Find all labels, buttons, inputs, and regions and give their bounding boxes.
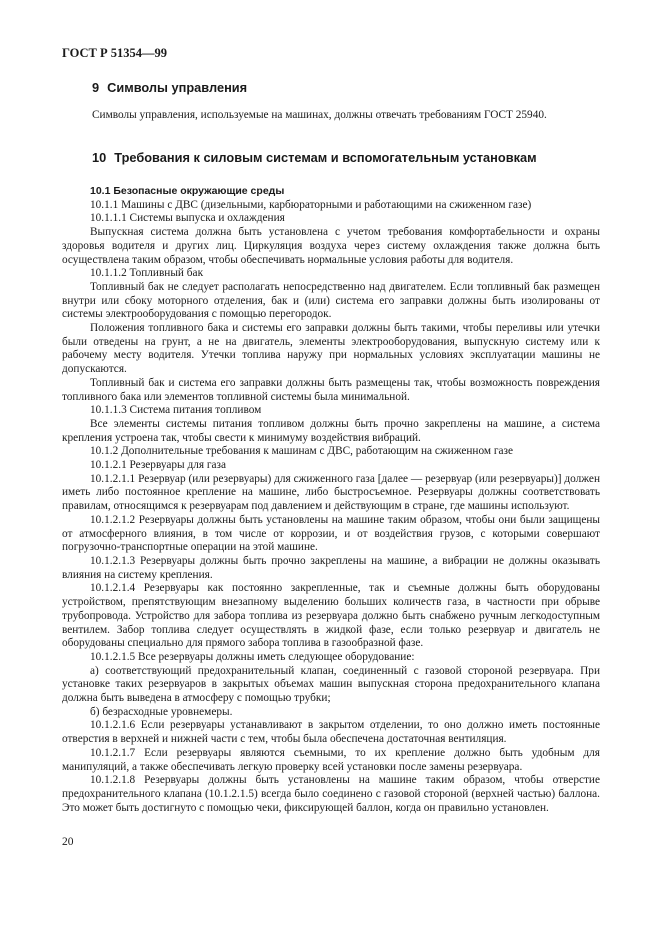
paragraph: 10.1.1.2 Топливный бак [90, 267, 204, 280]
section-10-body [62, 185, 600, 815]
section-10-heading [92, 150, 537, 165]
paragraph: 10.1.2.1.5 Все резервуары должны иметь следующее оборудование: [90, 650, 415, 663]
paragraph: Топливный бак не следует располагать непосредственно над двигателем. Если топливный бак размещен внутри или сбоку моторного отделения, бак и (или) система его заправки должны быть изолированы от системы электрооборудования с помощью перегородок. [62, 280, 600, 321]
paragraph: 10.1.2.1.7 Если резервуары являются съемными, то их крепление должно быть удобным для манипуляций, а также обеспечивать легкую проверку всей установки после замены резервуара. [62, 746, 600, 773]
paragraph: Топливный бак и система его заправки должны быть размещены так, чтобы возможность повреждения топливного бака или элементов топливной системы была минимальной. [62, 376, 600, 403]
paragraph: 10.1.2.1.3 Резервуары должны быть прочно закреплены на машине, а вибрации не должны оказывать влияния на систему крепления. [62, 554, 600, 581]
section-9-heading [92, 80, 247, 95]
paragraph: Все элементы системы питания топливом должны быть прочно закреплены на машине, а система крепления устроена так, чтобы свести к минимуму воздействия вибраций. [62, 417, 600, 444]
standard-header: ГОСТ Р 51354—99 [62, 46, 168, 60]
subsection-heading: 10.1 Безопасные окружающие среды [90, 185, 285, 197]
section-9-title: Символы управления [107, 80, 248, 95]
section-9-number: 9 [92, 80, 100, 95]
page-number: 20 [62, 836, 74, 848]
paragraph: 10.1.1.1 Системы выпуска и охлаждения [90, 212, 285, 225]
paragraph: Выпускная система должна быть установлена с учетом требования комфортабельности и охраны здоровья водителя и других лиц. Циркуляция воздуха через систему охлаждения также должна быть осуществлена таким образом, чтобы обеспечивать нормальные условия работы для водителя. [62, 226, 600, 266]
section-10-number: 10 [92, 150, 107, 165]
paragraph: 10.1.2.1.1 Резервуар (или резервуары) для сжиженного газа [далее — резервуар (или резервуары)] должен иметь либо постоянное крепление на машине, либо быстросъемное. Резервуары должны соответствовать правилам, относящимся к резервуарам под давлением и действующим в стране, где машины используют. [62, 472, 600, 513]
paragraph: 10.1.2.1.2 Резервуары должны быть установлены на машине таким образом, чтобы они были защищены от атмосферного влияния, в том числе от коррозии, и от воздействия грузов, с которыми совершают погрузочно-транспортные операции на этой машине. [62, 513, 600, 554]
paragraph: 10.1.2.1.4 Резервуары как постоянно закрепленные, так и съемные должны быть оборудованы устройством, препятствующим внезапному выделению больших количеств газа, в частности при обрыве трубопровода. Устройство для забора топлива из резервуара должно быть снабжено ручным легкодоступным вентилем. Забор топлива следует осуществлять в жидкой фазе, если только резервуар и двигатель не оборудованы специально для прямого забора топлива в газообразной фазе. [62, 582, 600, 650]
paragraph: 10.1.2 Дополнительные требования к машинам с ДВС, работающим на сжиженном газе [90, 445, 513, 458]
section-10-title: Требования к силовым системам и вспомогательным установкам [114, 150, 537, 165]
paragraph: 10.1.2.1.6 Если резервуары устанавливают в закрытом отделении, то оно должно иметь постоянные отверстия в верхней и нижней части с тем, чтобы была обеспечена достаточная вентиляция. [62, 719, 600, 746]
paragraph: 10.1.2.1 Резервуары для газа [90, 459, 227, 472]
paragraph: а) соответствующий предохранительный клапан, соединенный с газовой стороной резервуара. При установке таких резервуаров в закрытых объемах машин выпускная сторона предохранительного клапана должна быть выведена в атмосферу с помощью трубки; [62, 664, 600, 705]
section-9-text: Символы управления, используемые на машинах, должны отвечать требованиям ГОСТ 25940. [92, 109, 547, 121]
paragraph: 10.1.1 Машины с ДВС (дизельными, карбюраторными и работающими на сжиженном газе) [90, 198, 532, 211]
paragraph: Положения топливного бака и системы его заправки должны быть такими, чтобы переливы или утечки были отведены на грунт, а не на двигатель, элементы электрооборудования, выпускную систему или к рабочему месту водителя. Утечки топлива наружу при нормальных условиях эксплуатации машины не допускаются. [62, 322, 600, 376]
paragraph: 10.1.2.1.8 Резервуары должны быть установлены на машине таким образом, чтобы отверстие предохранительного клапана (10.1.2.1.5) всегда было соединено с газовой стороной (верхней частью) баллона. Это может быть достигнуто с помощью чеки, фиксирующей баллон, когда он правильно установлен. [62, 774, 600, 814]
paragraph: 10.1.1.3 Система питания топливом [90, 404, 262, 417]
paragraph: б) безрасходные уровнемеры. [90, 705, 233, 718]
